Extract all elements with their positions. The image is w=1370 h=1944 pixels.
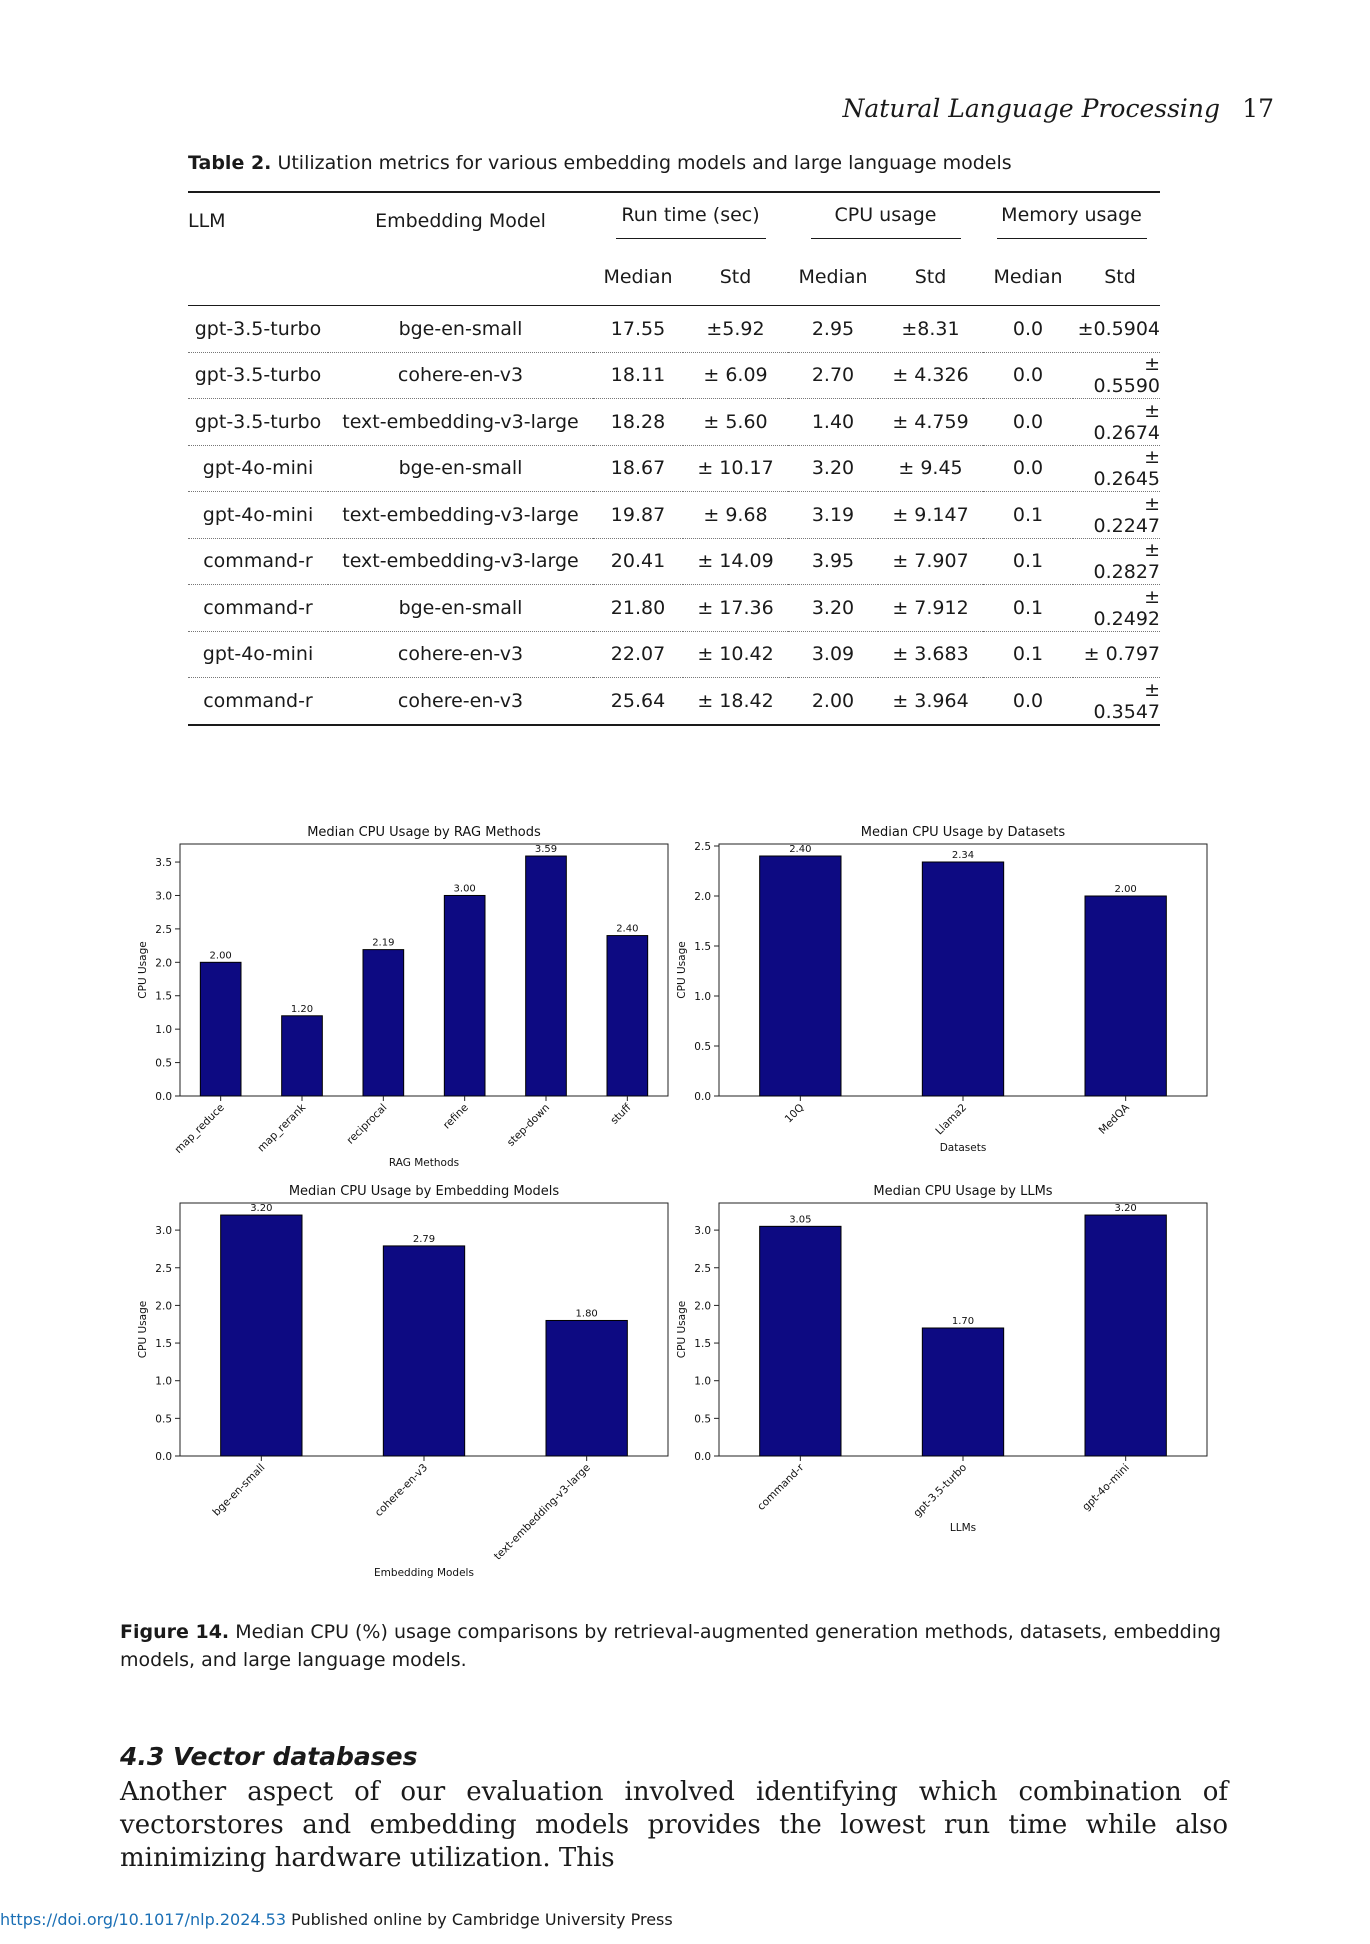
y-tick-label: 3.5 bbox=[155, 857, 172, 870]
cell-llm: command-r bbox=[188, 538, 328, 585]
cell-embedding: bge-en-small bbox=[328, 445, 593, 492]
section-heading: 4.3 Vector databases bbox=[120, 1742, 418, 1771]
bar bbox=[760, 1226, 841, 1456]
y-axis-label: CPU Usage bbox=[137, 1300, 149, 1359]
bar-value-label: 2.00 bbox=[209, 950, 232, 962]
cell-embedding: bge-en-small bbox=[328, 306, 593, 353]
cell-cpu-median: 1.40 bbox=[788, 399, 878, 446]
header-memory-group bbox=[983, 192, 1160, 249]
cell-memory-median: 0.0 bbox=[983, 445, 1073, 492]
cell-memory-median: 0.1 bbox=[983, 585, 1073, 632]
y-tick-label: 2.5 bbox=[155, 1262, 172, 1275]
subheader-blank bbox=[328, 249, 593, 306]
bar bbox=[526, 856, 567, 1096]
cell-memory-std: ± 0.2645 bbox=[1073, 445, 1160, 492]
cell-runtime-median: 18.28 bbox=[593, 399, 683, 446]
x-tick-label: reciprocal bbox=[344, 1101, 390, 1147]
cell-memory-std: ± 0.5590 bbox=[1073, 352, 1160, 399]
publisher-note: Published online by Cambridge University Press bbox=[291, 1910, 673, 1929]
cell-cpu-std: ± 3.683 bbox=[878, 631, 983, 678]
bar-value-label: 3.20 bbox=[250, 1203, 273, 1215]
cell-embedding: cohere-en-v3 bbox=[328, 631, 593, 678]
cell-memory-median: 0.1 bbox=[983, 492, 1073, 539]
table-row bbox=[188, 538, 1160, 585]
bar bbox=[221, 1215, 302, 1456]
cell-memory-std: ± 0.3547 bbox=[1073, 678, 1160, 725]
bar-value-label: 2.40 bbox=[789, 844, 812, 855]
cell-cpu-std: ± 9.45 bbox=[878, 445, 983, 492]
bar-value-label: 3.20 bbox=[1114, 1203, 1137, 1215]
cell-runtime-median: 22.07 bbox=[593, 631, 683, 678]
bar bbox=[282, 1016, 323, 1096]
subheader-median: Median bbox=[983, 249, 1073, 306]
x-tick-label: cohere-en-v3 bbox=[372, 1461, 431, 1520]
cell-embedding: text-embedding-v3-large bbox=[328, 538, 593, 585]
x-tick-label: Llama2 bbox=[933, 1101, 970, 1138]
page-number: 17 bbox=[1242, 94, 1274, 123]
cell-runtime-std: ± 10.17 bbox=[683, 445, 788, 492]
cell-runtime-median: 25.64 bbox=[593, 678, 683, 725]
cell-runtime-std: ± 9.68 bbox=[683, 492, 788, 539]
bar-value-label: 1.20 bbox=[290, 1003, 314, 1015]
x-axis-label: Embedding Models bbox=[374, 1567, 474, 1579]
bar-value-label: 2.19 bbox=[372, 937, 395, 949]
cell-llm: command-r bbox=[188, 678, 328, 725]
cell-embedding: cohere-en-v3 bbox=[328, 678, 593, 725]
cell-memory-std: ±0.5904 bbox=[1073, 306, 1160, 353]
y-tick-label: 2.5 bbox=[694, 841, 711, 853]
header-cpu-group bbox=[788, 192, 983, 249]
cell-embedding: bge-en-small bbox=[328, 585, 593, 632]
cell-cpu-median: 2.70 bbox=[788, 352, 878, 399]
header-runtime-group bbox=[593, 192, 788, 249]
bar-value-label: 1.70 bbox=[951, 1315, 975, 1327]
x-axis-label: Datasets bbox=[939, 1142, 987, 1154]
chart-title: Median CPU Usage by LLMs bbox=[873, 1184, 1053, 1199]
table-header-row bbox=[188, 192, 1160, 249]
subheader-blank bbox=[188, 249, 328, 306]
x-tick-label: stuff bbox=[608, 1101, 634, 1127]
chart-panel-1 bbox=[676, 825, 1207, 1154]
y-tick-label: 0.5 bbox=[155, 1413, 172, 1426]
bar bbox=[1085, 896, 1166, 1096]
x-tick-label: step-down bbox=[504, 1101, 553, 1149]
cell-runtime-std: ± 10.42 bbox=[683, 631, 788, 678]
cell-cpu-median: 3.09 bbox=[788, 631, 878, 678]
cpu-usage-charts bbox=[130, 810, 1240, 1600]
bar bbox=[922, 862, 1003, 1096]
y-tick-label: 0.5 bbox=[694, 1041, 711, 1053]
cell-cpu-median: 3.19 bbox=[788, 492, 878, 539]
cell-cpu-std: ±8.31 bbox=[878, 306, 983, 353]
bar bbox=[607, 936, 648, 1096]
bar bbox=[444, 895, 485, 1096]
header-memory-label: Memory usage bbox=[997, 204, 1147, 239]
cell-llm: gpt-4o-mini bbox=[188, 492, 328, 539]
x-tick-label: map_rerank bbox=[255, 1101, 309, 1155]
y-tick-label: 2.0 bbox=[694, 1300, 711, 1313]
cell-memory-std: ± 0.797 bbox=[1073, 631, 1160, 678]
y-axis-label: CPU Usage bbox=[676, 1300, 688, 1359]
x-tick-label: 10Q bbox=[782, 1101, 807, 1126]
subheader-std bbox=[1073, 249, 1160, 306]
cell-memory-std: ± 0.2492 bbox=[1073, 585, 1160, 632]
cell-memory-median: 0.0 bbox=[983, 399, 1073, 446]
x-tick-label: gpt-4o-mini bbox=[1080, 1461, 1132, 1514]
cell-llm: gpt-4o-mini bbox=[188, 445, 328, 492]
y-tick-label: 1.0 bbox=[694, 991, 711, 1003]
y-tick-label: 2.5 bbox=[694, 1262, 711, 1275]
table-caption-text: Utilization metrics for various embedding models and large language models bbox=[277, 152, 1012, 174]
cell-runtime-std: ± 18.42 bbox=[683, 678, 788, 725]
bar bbox=[383, 1246, 464, 1456]
bar-value-label: 3.05 bbox=[789, 1214, 812, 1226]
y-tick-label: 1.5 bbox=[155, 990, 172, 1003]
x-tick-label: command-r bbox=[755, 1461, 807, 1513]
cell-runtime-std: ±5.92 bbox=[683, 306, 788, 353]
y-tick-label: 2.0 bbox=[694, 891, 711, 903]
y-tick-label: 1.0 bbox=[155, 1024, 172, 1037]
y-tick-label: 0.0 bbox=[155, 1091, 172, 1103]
table-subheader-row bbox=[188, 249, 1160, 306]
table-row bbox=[188, 445, 1160, 492]
cell-runtime-std: ± 14.09 bbox=[683, 538, 788, 585]
y-tick-label: 0.0 bbox=[155, 1451, 172, 1463]
y-tick-label: 2.5 bbox=[155, 923, 172, 936]
table-caption bbox=[188, 152, 1012, 174]
x-tick-label: gpt-3.5-turbo bbox=[911, 1461, 970, 1520]
cell-cpu-std: ± 4.326 bbox=[878, 352, 983, 399]
cell-runtime-median: 18.67 bbox=[593, 445, 683, 492]
table-row bbox=[188, 585, 1160, 632]
cell-memory-median: 0.0 bbox=[983, 306, 1073, 353]
table-row bbox=[188, 306, 1160, 353]
cell-runtime-median: 21.80 bbox=[593, 585, 683, 632]
y-tick-label: 2.0 bbox=[155, 957, 172, 970]
cell-llm: gpt-3.5-turbo bbox=[188, 399, 328, 446]
utilization-table bbox=[188, 191, 1160, 726]
bar-value-label: 2.34 bbox=[951, 850, 975, 861]
x-tick-label: map_reduce bbox=[172, 1101, 227, 1156]
cell-cpu-median: 2.00 bbox=[788, 678, 878, 725]
chart-panel-0 bbox=[137, 825, 668, 1169]
cell-runtime-std: ± 5.60 bbox=[683, 399, 788, 446]
running-title: Natural Language Processing bbox=[842, 94, 1220, 123]
subheader-std: Std bbox=[878, 249, 983, 306]
x-tick-label: refine bbox=[440, 1101, 471, 1132]
cell-memory-median: 0.1 bbox=[983, 631, 1073, 678]
bar-value-label: 3.00 bbox=[453, 883, 476, 895]
cell-llm: gpt-3.5-turbo bbox=[188, 306, 328, 353]
table-row bbox=[188, 678, 1160, 725]
chart-panel-2 bbox=[137, 1184, 668, 1579]
y-tick-label: 0.5 bbox=[694, 1413, 711, 1426]
cell-embedding: cohere-en-v3 bbox=[328, 352, 593, 399]
cell-runtime-median: 18.11 bbox=[593, 352, 683, 399]
chart-title: Median CPU Usage by Datasets bbox=[860, 825, 1066, 840]
subheader-std: Std bbox=[683, 249, 788, 306]
subheader-std-label: Std bbox=[1104, 266, 1136, 288]
body-paragraph: Another aspect of our evaluation involved identifying which combination of vectorstores and embedding models provides the lowest run time while also minimizing hardware utilization. This bbox=[120, 1777, 1228, 1873]
figure-caption-label: Figure 14. bbox=[120, 1621, 230, 1643]
cell-embedding: text-embedding-v3-large bbox=[328, 492, 593, 539]
cell-llm: gpt-3.5-turbo bbox=[188, 352, 328, 399]
header-llm: LLM bbox=[188, 210, 226, 232]
y-axis-label: CPU Usage bbox=[137, 941, 149, 999]
x-tick-label: MedQA bbox=[1096, 1101, 1132, 1137]
bar bbox=[546, 1320, 627, 1456]
cell-memory-std: ± 0.2827 bbox=[1073, 538, 1160, 585]
bar bbox=[760, 856, 841, 1096]
cell-runtime-median: 19.87 bbox=[593, 492, 683, 539]
header-runtime-label: Run time (sec) bbox=[616, 204, 766, 239]
chart-title: Median CPU Usage by Embedding Models bbox=[288, 1184, 560, 1199]
bar-value-label: 3.59 bbox=[534, 844, 558, 856]
table-body bbox=[188, 306, 1160, 725]
doi-link[interactable]: https://doi.org/10.1017/nlp.2024.53 bbox=[0, 1910, 287, 1929]
y-tick-label: 0.0 bbox=[694, 1451, 711, 1463]
figure-caption bbox=[120, 1618, 1230, 1674]
cell-cpu-median: 2.95 bbox=[788, 306, 878, 353]
table-row bbox=[188, 352, 1160, 399]
cell-runtime-std: ± 6.09 bbox=[683, 352, 788, 399]
x-axis-label: RAG Methods bbox=[388, 1157, 460, 1169]
cell-cpu-median: 3.20 bbox=[788, 585, 878, 632]
cell-cpu-std: ± 4.759 bbox=[878, 399, 983, 446]
subheader-median: Median bbox=[788, 249, 878, 306]
y-tick-label: 2.0 bbox=[155, 1300, 172, 1313]
y-axis-label: CPU Usage bbox=[676, 941, 688, 999]
bar bbox=[922, 1328, 1003, 1456]
cell-runtime-median: 20.41 bbox=[593, 538, 683, 585]
bar bbox=[1085, 1215, 1166, 1456]
x-axis-label: LLMs bbox=[949, 1522, 977, 1534]
bar-value-label: 2.79 bbox=[412, 1233, 436, 1245]
cell-memory-median: 0.0 bbox=[983, 678, 1073, 725]
cell-memory-median: 0.0 bbox=[983, 352, 1073, 399]
figure-caption-text: Median CPU (%) usage comparisons by retrieval-augmented generation methods, datasets, embedding models, and large language models. bbox=[120, 1621, 1222, 1671]
x-tick-label: text-embedding-v3-large bbox=[491, 1461, 593, 1563]
cell-cpu-std: ± 7.912 bbox=[878, 585, 983, 632]
cell-cpu-median: 3.20 bbox=[788, 445, 878, 492]
cell-runtime-std: ± 17.36 bbox=[683, 585, 788, 632]
y-tick-label: 1.5 bbox=[694, 941, 711, 953]
header-embedding-model: Embedding Model bbox=[375, 210, 546, 232]
cell-cpu-median: 3.95 bbox=[788, 538, 878, 585]
y-tick-label: 1.5 bbox=[155, 1338, 172, 1351]
cell-embedding: text-embedding-v3-large bbox=[328, 399, 593, 446]
table-row bbox=[188, 492, 1160, 539]
y-tick-label: 1.5 bbox=[694, 1338, 711, 1351]
y-tick-label: 3.0 bbox=[155, 1225, 172, 1238]
y-tick-label: 3.0 bbox=[694, 1225, 711, 1238]
bar bbox=[200, 962, 241, 1096]
cell-memory-std: ± 0.2674 bbox=[1073, 399, 1160, 446]
bar-value-label: 2.00 bbox=[1114, 884, 1137, 895]
bar-value-label: 2.40 bbox=[616, 923, 639, 935]
page-footer bbox=[0, 1910, 673, 1929]
cell-llm: gpt-4o-mini bbox=[188, 631, 328, 678]
cell-cpu-std: ± 3.964 bbox=[878, 678, 983, 725]
chart-panel-3 bbox=[676, 1184, 1207, 1534]
y-tick-label: 3.0 bbox=[155, 890, 172, 903]
cell-memory-median: 0.1 bbox=[983, 538, 1073, 585]
y-tick-label: 0.5 bbox=[155, 1057, 172, 1070]
y-tick-label: 1.0 bbox=[155, 1375, 172, 1388]
cell-cpu-std: ± 9.147 bbox=[878, 492, 983, 539]
table-row bbox=[188, 631, 1160, 678]
bar bbox=[363, 950, 404, 1096]
x-tick-label: bge-en-small bbox=[210, 1461, 268, 1519]
table-caption-label: Table 2. bbox=[188, 152, 272, 174]
cell-cpu-std: ± 7.907 bbox=[878, 538, 983, 585]
cell-runtime-median: 17.55 bbox=[593, 306, 683, 353]
header-cpu-label: CPU usage bbox=[811, 204, 961, 239]
subheader-median: Median bbox=[593, 249, 683, 306]
y-tick-label: 0.0 bbox=[694, 1091, 711, 1103]
table-row bbox=[188, 399, 1160, 446]
cell-llm: command-r bbox=[188, 585, 328, 632]
plot-frame bbox=[180, 844, 668, 1096]
chart-title: Median CPU Usage by RAG Methods bbox=[307, 825, 541, 840]
y-tick-label: 1.0 bbox=[694, 1375, 711, 1388]
cell-memory-std: ± 0.2247 bbox=[1073, 492, 1160, 539]
bar-value-label: 1.80 bbox=[575, 1308, 598, 1320]
